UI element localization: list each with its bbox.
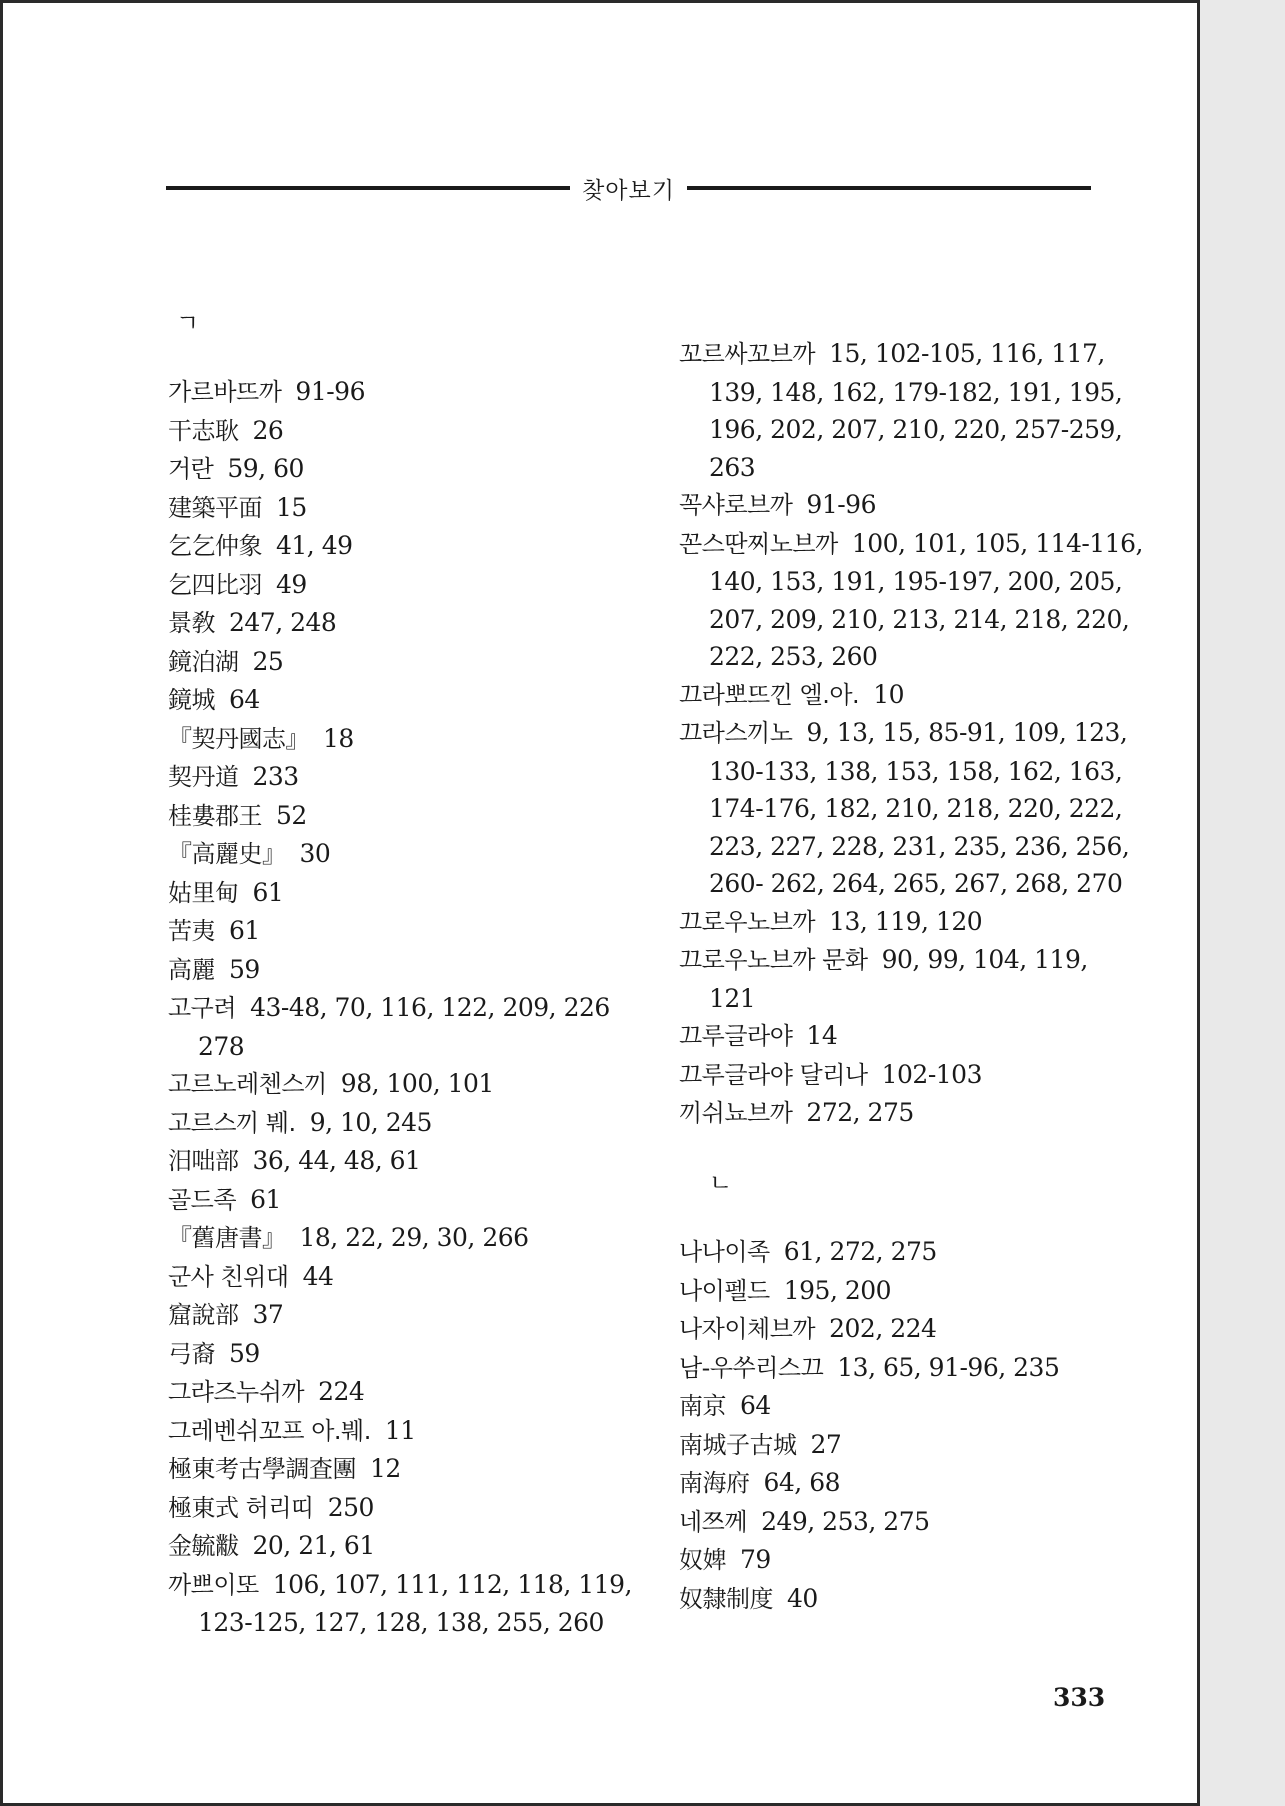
index-pages: 100, 101, 105, 114-116, [851,528,1143,558]
index-entry [168,527,632,566]
index-term: 高麗 [168,955,215,984]
index-pages: 61 [250,1184,281,1214]
index-entry [168,758,632,797]
index-term: 苦夷 [168,917,215,945]
index-term: 窟說部 [168,1301,239,1329]
index-term: 極東考古學調査團 [168,1455,356,1483]
index-pages: 91-96 [295,377,365,406]
section-letter-giyeok: ㄱ [176,309,200,337]
index-entry [168,566,632,605]
index-pages: 79 [740,1545,771,1574]
index-entry [168,1566,632,1642]
index-term: 끄라스끼노 [679,719,793,747]
index-term: 끼쉬뇨브까 [679,1099,793,1127]
index-pages: 36, 44, 48, 61 [252,1146,421,1175]
index-entry [679,676,1143,715]
index-pages: 250 [327,1492,374,1522]
index-pages: 61 [229,916,260,945]
index-term: 군사 친위대 [168,1262,289,1291]
index-pages: 64 [229,685,260,714]
index-entry [679,1349,1059,1388]
index-pages: 59 [229,1338,260,1368]
index-term: 桂婁郡王 [168,801,262,830]
index-entry [168,412,632,451]
header-title: 찾아보기 [582,177,675,204]
index-entry [679,1387,1059,1426]
index-term: 南城子古城 [679,1430,797,1459]
index-entry [168,450,632,489]
index-term: 꼰스딴찌노브까 [679,529,838,558]
index-pages: 15, 102-105, 116, 117, [829,339,1105,368]
index-entry [168,1296,632,1335]
index-pages-continued: 207, 209, 210, 213, 214, 218, 220, [709,604,1130,634]
index-term: 建築平面 [168,493,262,522]
index-pages-continued: 139, 148, 162, 179-182, 191, 195, [709,377,1123,407]
index-entry [679,1426,1059,1465]
index-entry [168,1335,632,1374]
index-term: 乞四比羽 [168,570,262,599]
index-entry [168,373,632,412]
index-term: 金毓黻 [168,1532,239,1560]
index-entry [679,1310,1059,1349]
index-pages: 40 [787,1583,818,1613]
index-entry [168,1527,632,1566]
index-pages-continued: 263 [709,452,756,482]
index-entry [679,941,1143,1017]
index-term: 奴隸制度 [679,1584,773,1613]
index-pages: 9, 13, 15, 85-91, 109, 123, [806,718,1128,747]
index-entry [168,1142,632,1181]
index-term: 『舊唐書』 [168,1224,286,1252]
index-entry [168,1104,632,1143]
index-pages: 59, 60 [227,454,304,483]
index-pages: 233 [252,762,299,791]
left-entry-list [168,373,632,1642]
index-term: 네쯔께 [679,1507,748,1536]
index-entry [168,1450,632,1489]
index-term: 鏡泊湖 [168,647,239,676]
index-pages: 44 [302,1261,334,1291]
index-term: 끄루글라야 [679,1022,793,1050]
index-term: 姑里甸 [168,878,239,907]
index-entry [679,1580,1059,1619]
index-pages: 11 [384,1415,416,1445]
index-entry [168,1065,632,1104]
index-term: 고구려 [168,994,237,1022]
index-term: 꼭샤로브까 [679,491,793,519]
index-entry [168,1412,632,1451]
index-entry [168,720,632,759]
index-entry [168,489,632,528]
index-entry [168,1489,632,1528]
right-entry-list-a [679,335,1143,1133]
index-entry [679,486,1143,525]
index-pages-continued: 223, 227, 228, 231, 235, 236, 256, [709,831,1130,861]
index-pages: 102-103 [881,1059,982,1089]
index-entry [679,714,1143,903]
index-pages: 43-48, 70, 116, 122, 209, 226 [250,993,610,1022]
header-rule-left [166,186,570,190]
index-pages: 52 [276,800,307,830]
index-pages: 61, 272, 275 [783,1237,937,1266]
index-pages: 18, 22, 29, 30, 266 [299,1223,529,1252]
index-entry [679,903,1143,942]
index-term: 弓裔 [168,1339,215,1368]
index-term: 景敎 [168,609,215,637]
index-entry [679,335,1143,486]
index-pages-continued: 123-125, 127, 128, 138, 255, 260 [198,1608,604,1637]
index-term: 契丹道 [168,763,239,791]
index-pages: 64, 68 [763,1468,841,1497]
index-pages: 249, 253, 275 [761,1506,930,1536]
index-pages: 9, 10, 245 [309,1107,432,1137]
index-term: 南京 [679,1392,726,1420]
index-pages: 272, 275 [806,1098,914,1127]
index-pages: 26 [252,415,284,445]
index-pages: 91-96 [806,490,876,519]
index-pages: 224 [318,1377,365,1406]
index-term: 나이펠드 [679,1276,770,1305]
index-pages: 12 [370,1454,401,1483]
index-entry [679,1094,1143,1133]
index-term: 꼬르싸꼬브까 [679,340,816,368]
index-entry [168,951,632,990]
index-entry [679,525,1143,676]
index-term: 가르바뜨까 [168,378,282,406]
index-pages: 49 [276,569,307,599]
index-term: 남-우쑤리스끄 [679,1353,824,1382]
index-term: 나나이족 [679,1238,770,1266]
index-entry [168,1373,632,1412]
index-entry [168,604,632,643]
index-pages: 59 [229,954,260,984]
index-entry [679,1233,1059,1272]
index-term: 끄라뽀뜨낀 엘.아. [679,680,860,709]
index-pages: 18 [323,723,354,753]
index-pages-continued: 260- 262, 264, 265, 267, 268, 270 [709,869,1123,898]
index-entry [679,1464,1059,1503]
index-term: 干志耿 [168,416,239,445]
index-pages: 14 [806,1021,838,1050]
index-entry [679,1017,1143,1056]
index-pages: 10 [873,679,904,709]
index-entry [679,1056,1143,1095]
index-term: 奴婢 [679,1546,726,1574]
index-pages-continued: 140, 153, 191, 195-197, 200, 205, [709,567,1123,596]
index-entry [168,797,632,836]
index-term: 『高麗史』 [168,840,286,868]
header-rule-right [687,186,1091,190]
index-pages: 247, 248 [229,608,337,637]
index-term: 그랴즈누쉬까 [168,1378,305,1406]
index-pages: 15 [276,492,307,522]
running-header [166,171,1091,205]
index-pages: 13, 119, 120 [829,906,983,936]
index-term: 그레벤쉬꼬프 아.붸. [168,1416,371,1445]
index-term: 乞乞仲象 [168,532,262,560]
index-term: 까쁘이또 [168,1570,259,1599]
index-pages: 30 [299,839,331,868]
section-letter-nieun: ㄴ [709,1169,733,1197]
index-pages: 37 [252,1300,284,1329]
index-term: 고르노레첸스끼 [168,1070,327,1098]
index-entry [168,643,632,682]
index-pages-continued: 130-133, 138, 153, 158, 162, 163, [709,756,1123,786]
background-margin [1200,0,1285,1806]
index-pages-continued: 196, 202, 207, 210, 220, 257-259, [709,415,1123,444]
index-pages: 106, 107, 111, 112, 118, 119, [272,1569,632,1599]
index-pages: 195, 200 [783,1275,892,1305]
index-pages: 61 [252,877,284,907]
index-term: 끄로우노브까 문화 [679,946,868,974]
index-entry [168,874,632,913]
index-pages: 202, 224 [829,1314,937,1343]
index-entry [168,1181,632,1220]
index-pages: 41, 49 [276,531,353,560]
index-pages: 25 [252,646,284,676]
index-entry [679,1272,1059,1311]
index-term: 골드족 [168,1185,237,1214]
index-entry [168,1219,632,1258]
index-pages-continued: 121 [709,983,756,1013]
index-pages: 20, 21, 61 [252,1531,375,1560]
index-pages: 13, 65, 91-96, 235 [837,1352,1060,1382]
right-entry-list-b [679,1233,1059,1618]
index-term: 鏡城 [168,686,215,714]
index-pages-continued: 278 [198,1031,245,1061]
index-pages: 64 [740,1391,771,1420]
page-number: 333 [1053,1683,1106,1712]
index-entry [168,835,632,874]
index-entry [679,1503,1059,1542]
index-term: 南海府 [679,1469,750,1497]
index-pages-continued: 222, 253, 260 [709,642,878,671]
index-entry [168,681,632,720]
index-pages: 98, 100, 101 [340,1069,494,1098]
index-entry [168,989,632,1065]
index-entry [679,1541,1059,1580]
index-pages-continued: 174-176, 182, 210, 218, 220, 222, [709,794,1123,823]
index-term: 나자이체브까 [679,1315,816,1343]
index-entry [168,912,632,951]
index-term: 『契丹國志』 [168,724,309,753]
index-term: 거란 [168,455,214,483]
index-term: 極東式 허리띠 [168,1493,314,1522]
index-term: 고르스끼 붸. [168,1108,296,1137]
index-term: 끄로우노브까 [679,907,816,936]
index-entry [168,1258,632,1297]
index-pages: 27 [810,1429,842,1459]
index-pages: 90, 99, 104, 119, [881,945,1088,974]
index-term: 汨咄部 [168,1147,239,1175]
index-term: 끄루글라야 달리나 [679,1060,868,1089]
